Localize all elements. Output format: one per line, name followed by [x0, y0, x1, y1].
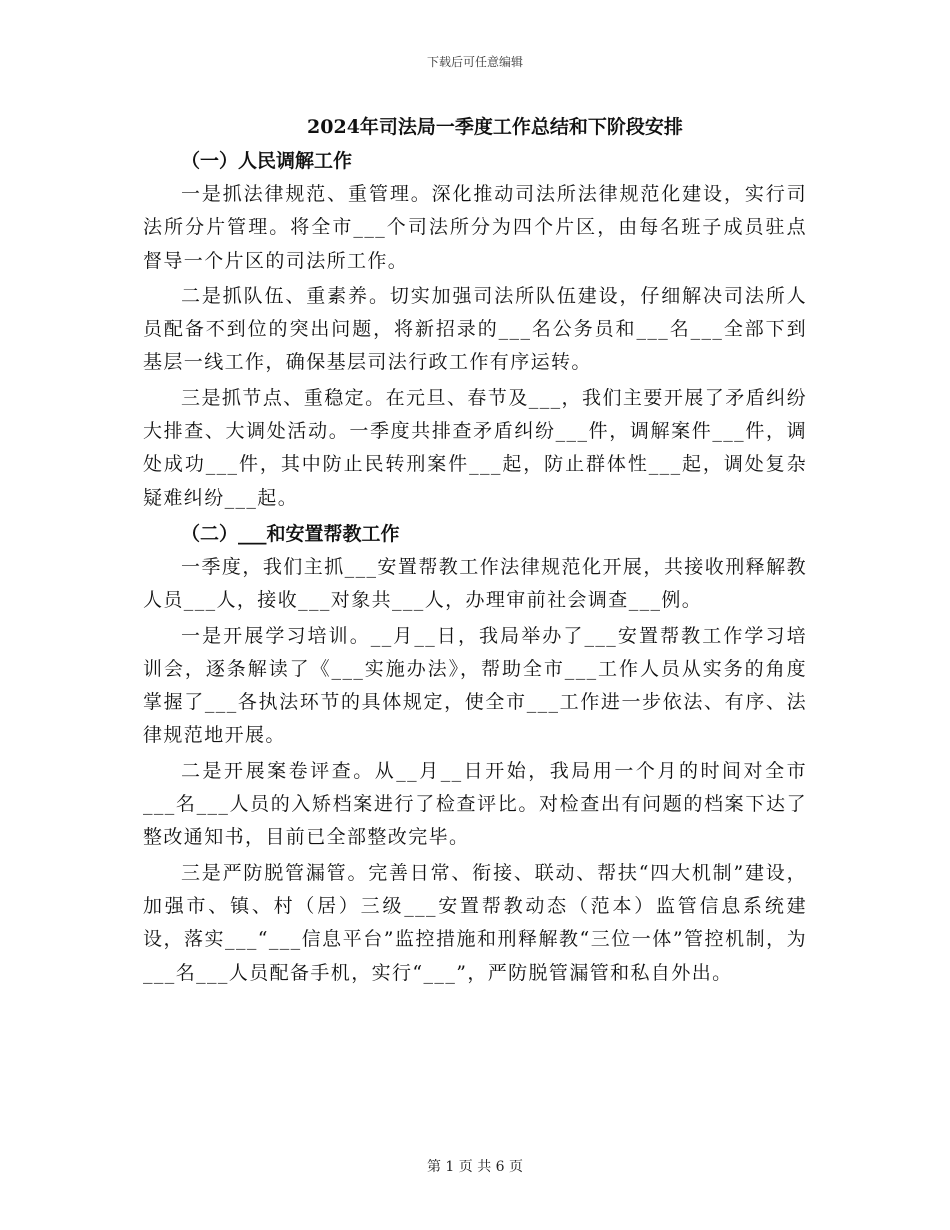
page-header: 下载后可任意编辑	[426, 55, 523, 69]
paragraph: 一是抓法律规范、重管理。深化推动司法所法律规范化建设，实行司法所分片管理。将全市___个司法所分为四个片区，由每名班子成员驻点督导一个片区的司法所工作。	[143, 183, 807, 272]
document-body	[143, 110, 807, 992]
paragraph: 二是开展案卷评查。从__月__日开始，我局用一个月的时间对全市___名___人员的入矫档案进行了检查评比。对检查出有问题的档案下达了整改通知书，目前已全部整改完毕。	[143, 759, 807, 849]
section-heading: （二）___和安置帮教工作	[181, 522, 400, 545]
paragraph: 一是开展学习培训。__月__日，我局举办了___安置帮教工作学习培训会，逐条解读了《___实施办法》，帮助全市___工作人员从实务的角度掌握了___各执法环节的具体规定，使全市___工作进一步依法、有序、法律规范地开展。	[143, 624, 807, 747]
paragraph: 三是严防脱管漏管。完善日常、衔接、联动、帮扶“四大机制”建设，加强市、镇、村（居）三级___安置帮教动态（范本）监管信息系统建设，落实___“___信息平台”监控措施和刑释解教“三位一体”管控机制，为___名___人员配备手机，实行“___”，严防脱管漏管和私自外出。	[143, 861, 807, 984]
section-mediation	[143, 144, 807, 515]
document-title: 2024年司法局一季度工作总结和下阶段安排	[307, 116, 683, 138]
page-number: 第 1 页 共 6 页	[426, 1159, 524, 1175]
paragraph: 三是抓节点、重稳定。在元旦、春节及___，我们主要开展了矛盾纠纷大排查、大调处活动。一季度共排查矛盾纠纷___件，调解案件___件，调处成功___件，其中防止民转刑案件___起，防止群体性___起，调处复杂疑难纠纷___起。	[143, 386, 807, 509]
paragraph: 一季度，我们主抓___安置帮教工作法律规范化开展，共接收刑释解教人员___人，接收___对象共___人，办理审前社会调查___例。	[143, 555, 807, 612]
section-heading: （一）人民调解工作	[181, 150, 353, 172]
section-resettlement	[143, 517, 807, 990]
paragraph: 二是抓队伍、重素养。切实加强司法所队伍建设，仔细解决司法所人员配备不到位的突出问题，将新招录的___名公务员和___名___全部下到基层一线工作，确保基层司法行政工作有序运转。	[143, 284, 807, 374]
